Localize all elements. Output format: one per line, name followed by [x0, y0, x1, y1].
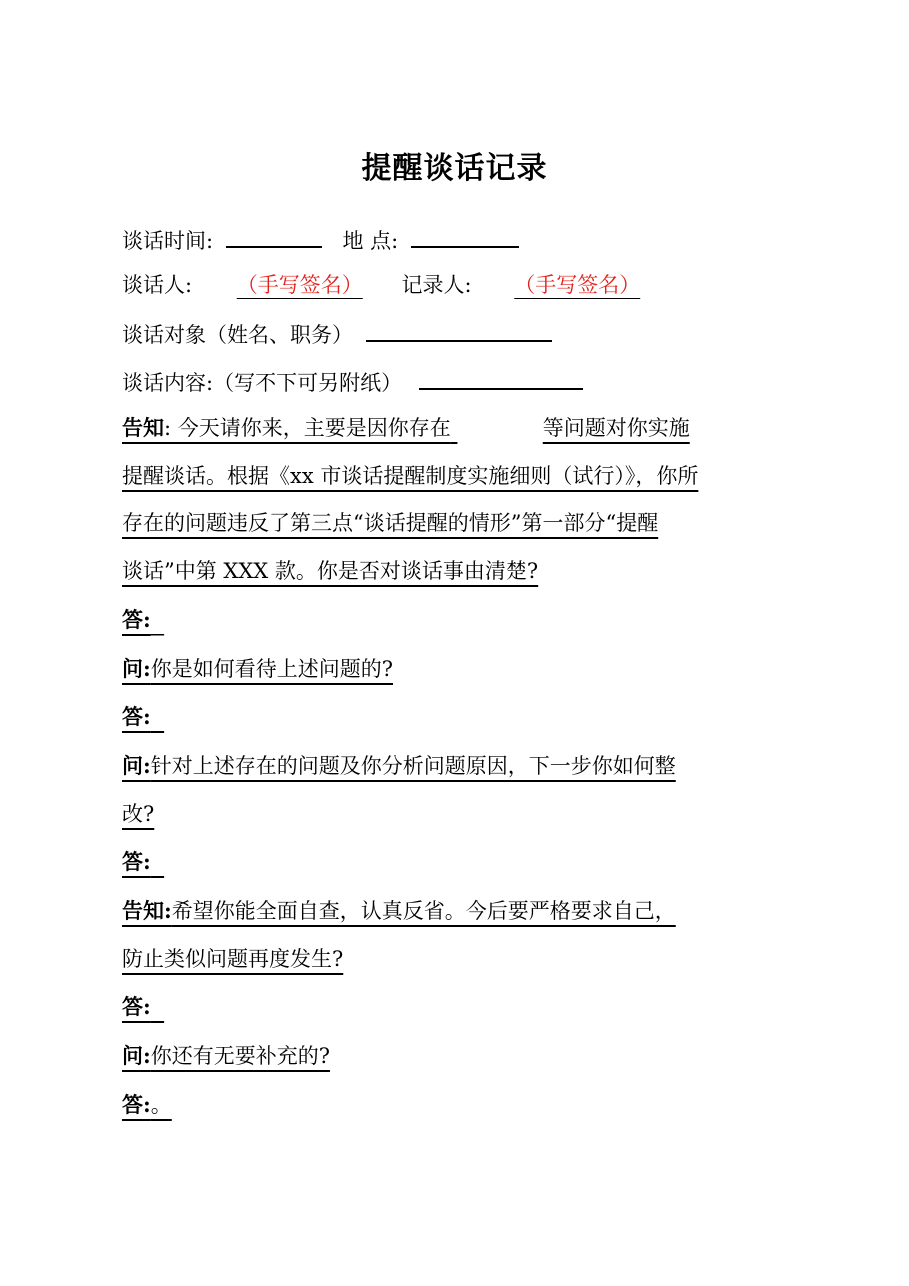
notice1-text-a: : 今天请你来，主要是因你存在	[164, 416, 451, 440]
notice1-text-b: 等问题对你实施	[542, 416, 690, 440]
notice2-text-cont: 防止类似问题再度发生?	[122, 946, 344, 971]
answer-final-text: 。	[150, 1092, 172, 1117]
recorder-signature-placeholder: （手写签名）	[514, 273, 641, 297]
notice1-label: 告知	[122, 415, 164, 440]
talker-signature-placeholder: （手写签名）	[236, 273, 363, 297]
answer-label: 答:	[122, 1091, 151, 1117]
notice2-line1	[122, 887, 790, 936]
answer-final	[122, 1081, 790, 1130]
place-blank[interactable]	[411, 222, 519, 248]
question-2-text-cont: 改?	[122, 801, 155, 826]
question-label: 问:	[122, 1043, 151, 1069]
answer-label: 答:	[122, 606, 151, 632]
notice1-line1	[122, 404, 790, 453]
notice1-line4-text: 谈话”中第 XXX 款。你是否对谈话事由清楚?	[122, 559, 539, 584]
answer-1	[122, 596, 790, 645]
content-label: 谈话内容:（写不下可另附纸）	[122, 371, 403, 395]
question-2-line2	[122, 791, 790, 839]
question-2-line1	[122, 742, 790, 791]
answer-4	[122, 983, 790, 1032]
notice1-line4	[122, 548, 790, 596]
answer-label: 答:	[122, 849, 151, 875]
target-label: 谈话对象（姓名、职务）	[122, 323, 353, 347]
time-label: 谈话时间:	[122, 229, 214, 253]
notice1-line2: 提醒谈话。根据《xx 市谈话提醒制度实施细则（试行）》，你所	[122, 463, 699, 488]
time-blank[interactable]	[226, 222, 322, 248]
recorder-signature-field[interactable]	[496, 273, 654, 297]
record-body	[122, 404, 790, 1130]
place-label: 地 点:	[342, 229, 399, 253]
notice1-issue-blank[interactable]	[451, 405, 543, 453]
notice2-line2	[122, 936, 790, 984]
answer-3	[122, 838, 790, 887]
talker-recorder-row	[122, 269, 790, 301]
question-label: 问:	[122, 655, 151, 681]
talker-signature-field[interactable]	[219, 273, 377, 297]
answer-2	[122, 693, 790, 742]
notice2-label: 告知:	[122, 898, 172, 924]
document-title: 提醒谈话记录	[361, 151, 548, 186]
notice2-text: 希望你能全面自查，认真反省。今后要严格要求自己，	[171, 899, 676, 924]
target-row	[122, 316, 790, 348]
time-place-row	[122, 222, 790, 254]
question-1-text: 你是如何看待上述问题的?	[150, 656, 394, 681]
target-blank[interactable]	[366, 316, 552, 342]
question-3	[122, 1032, 790, 1081]
answer-label: 答:	[122, 704, 151, 730]
question-1	[122, 645, 790, 694]
answer-label: 答:	[122, 994, 151, 1020]
content-blank[interactable]	[419, 364, 583, 390]
question-label: 问:	[122, 752, 151, 778]
question-3-text: 你还有无要补充的?	[150, 1044, 331, 1069]
notice1-line3: 存在的问题违反了第三点“谈话提醒的情形”第一部分“提醒	[122, 511, 659, 536]
talker-label: 谈话人:	[122, 273, 193, 297]
question-2-text: 针对上述存在的问题及你分析问题原因，下一步你如何整	[150, 753, 676, 778]
content-row	[122, 364, 790, 396]
recorder-label: 记录人:	[401, 273, 472, 297]
